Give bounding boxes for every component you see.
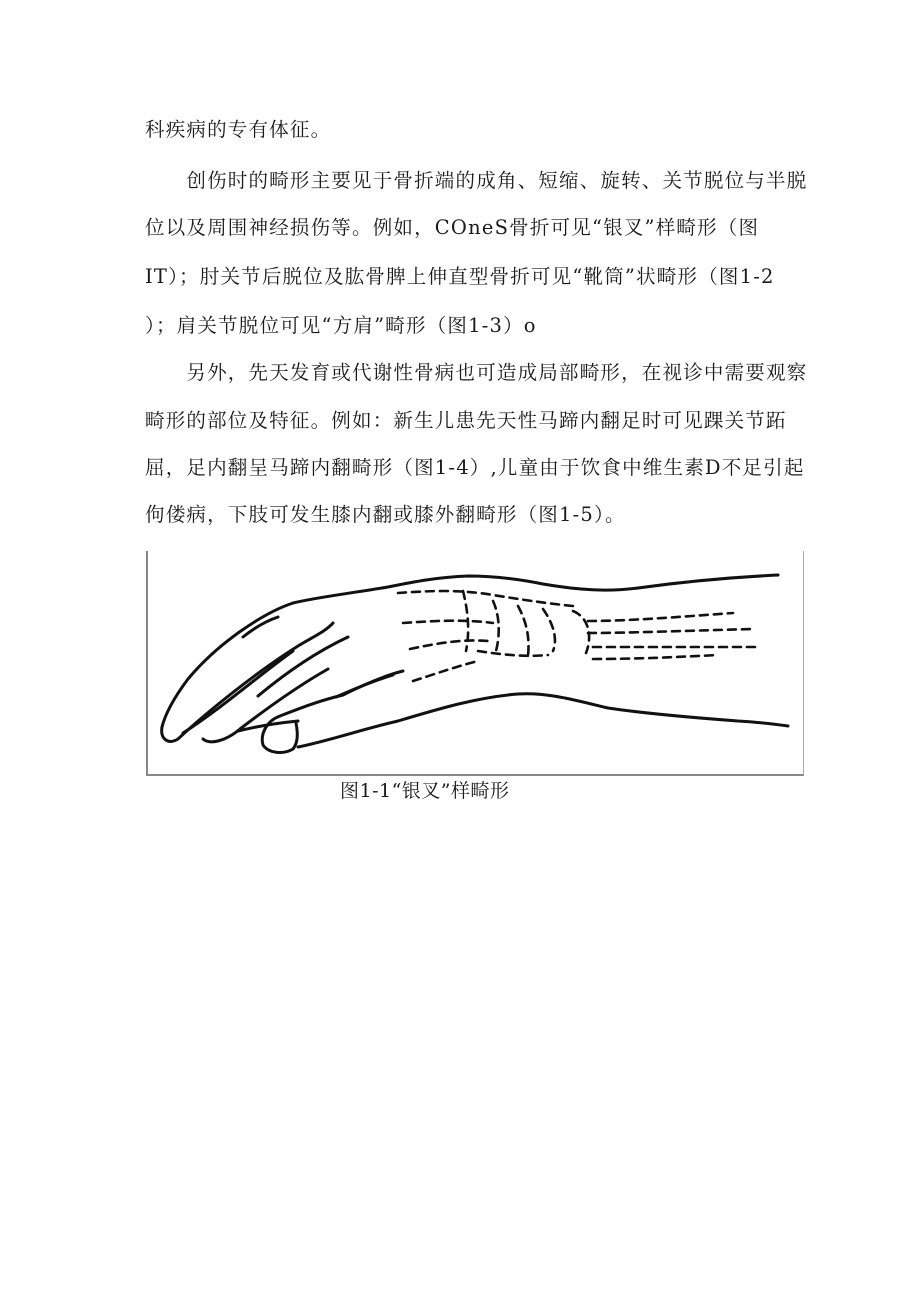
paragraph-2-line-4: ）；肩关节脱位可见“方肩”畸形（图1-3）o [145,314,537,337]
figure-silver-fork-deformity [146,551,804,776]
lower-contour [298,694,788,747]
paragraph-2-line-3: IT）；肘关节后脱位及肱骨脾上伸直型骨折可见“靴筒”状畸形（图1-2 [145,265,775,288]
bone-dash-9 [573,611,589,653]
bone-dash-4 [413,661,478,681]
finger-line-1 [183,651,293,733]
upper-contour [162,575,778,727]
paragraph-2-line-1: 创伤时的畸形主要见于骨折端的成角、短缩、旋转、关节脱位与半脱 [145,169,808,192]
thumb-inner [336,675,393,697]
hand-wrist-illustration [148,551,804,774]
bone-dash-2 [403,621,493,623]
paragraph-3-line-4: 佝偻病，下肢可发生膝内翻或膝外翻畸形（图1-5）。 [145,503,626,526]
bone-dash-7 [518,606,529,656]
figure-caption: 图1-1“银叉”样畸形 [340,780,510,802]
bone-dash-3 [410,640,488,649]
bone-dash-1 [398,591,573,606]
bone-dash-6 [493,601,499,651]
paragraph-3-line-2: 畸形的部位及特征。例如：新生儿患先天性马蹄内翻足时可见踝关节跖 [145,409,787,432]
paragraph-2-line-2: 位以及周围神经损伤等。例如，COneS骨折可见“银叉”样畸形（图 [145,216,760,239]
bone-dash-8 [543,609,555,651]
ulna-dash-bottom [593,655,718,659]
paragraph-1-line-1: 科疾病的专有体征。 [145,118,332,141]
paragraph-3-line-3: 屈，足内翻呈马蹄内翻畸形（图1-4）,儿童由于饮食中维生素D不足引起 [145,456,805,479]
paragraph-3-line-1: 另外，先天发育或代谢性骨病也可造成局部畸形，在视诊中需要观察 [145,361,808,384]
radius-dash-middle [588,629,753,633]
carpal-dash [478,651,548,656]
radius-dash-upper [588,613,733,621]
